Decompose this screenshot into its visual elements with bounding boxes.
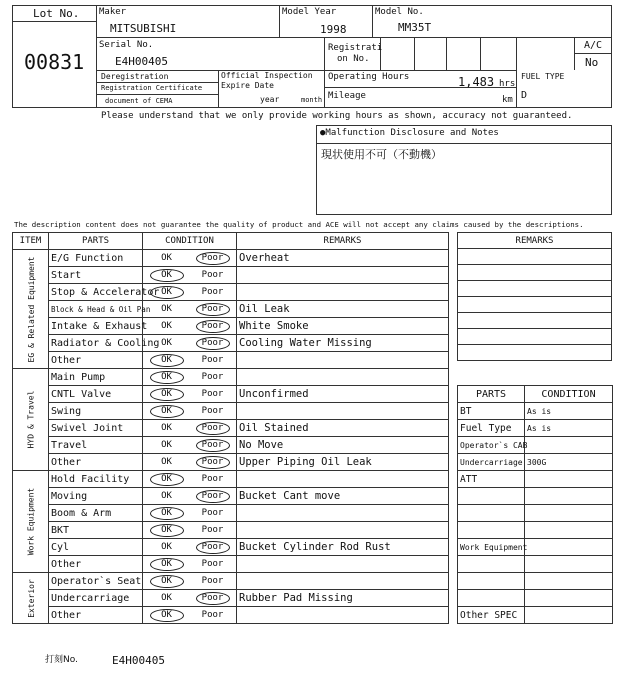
- condition-cell: [143, 386, 237, 403]
- poor-option: Poor: [196, 541, 230, 554]
- spec-blank-row: [458, 522, 613, 539]
- poor-option: Poor: [201, 609, 224, 620]
- ok-option: OK: [161, 592, 172, 603]
- remark: Overheat: [237, 250, 449, 267]
- registration-certificate-label: Registration Certificate: [101, 84, 203, 92]
- part-name: Undercarriage: [49, 590, 143, 607]
- ok-option: OK: [150, 388, 184, 401]
- part-name: Main Pump: [49, 369, 143, 386]
- condition-cell: [143, 573, 237, 590]
- operating-hours-value: 1,483: [458, 75, 495, 89]
- poor-option: Poor: [201, 473, 224, 484]
- ok-option: OK: [161, 252, 172, 263]
- fuel-type-value: D: [521, 90, 528, 101]
- ac-value: No: [585, 56, 599, 69]
- poor-option: Poor: [196, 422, 230, 435]
- condition-cell: [143, 420, 237, 437]
- remark: Cooling Water Missing: [237, 335, 449, 352]
- part-name: Stop & Accelerator: [49, 284, 143, 301]
- operating-hours-label: Operating Hours: [328, 72, 410, 82]
- spec-condition: [525, 522, 613, 539]
- part-name: Other: [49, 352, 143, 369]
- spec-blank-row: [458, 556, 613, 573]
- ok-option: OK: [161, 337, 172, 348]
- poor-option: Poor: [196, 337, 230, 350]
- spec-condition: [525, 437, 613, 454]
- condition-cell: [143, 284, 237, 301]
- model-year-label: Model Year: [282, 7, 337, 17]
- col-parts-header: PARTS: [49, 233, 143, 250]
- model-no-value: MM35T: [398, 21, 432, 34]
- condition-cell: [143, 250, 237, 267]
- malfunction-text: 現状使用不可（不動機）: [321, 148, 442, 161]
- km-unit: km: [502, 95, 513, 105]
- condition-cell: [143, 522, 237, 539]
- col-condition-header: CONDITION: [143, 233, 237, 250]
- table-row: [13, 352, 449, 369]
- condition-cell: [143, 471, 237, 488]
- ok-option: OK: [161, 456, 172, 467]
- remark: Bucket Cant move: [237, 488, 449, 505]
- ok-option: OK: [161, 439, 172, 450]
- table-row: [13, 471, 449, 488]
- registration-label-1: Registrati: [328, 43, 383, 53]
- ac-label: A/C: [584, 40, 603, 51]
- table-row: [13, 539, 449, 556]
- condition-cell: [143, 607, 237, 624]
- malfunction-title: ●Malfunction Disclosure and Notes: [320, 128, 499, 138]
- table-row: [13, 556, 449, 573]
- part-name: Block & Head & Oil Pan: [49, 301, 143, 318]
- condition-cell: [143, 556, 237, 573]
- spec-part: Other SPEC: [458, 607, 525, 624]
- table-row: [13, 267, 449, 284]
- spec-part: [458, 573, 525, 590]
- poor-option: Poor: [201, 507, 224, 518]
- remark: [237, 267, 449, 284]
- spec-condition: [525, 573, 613, 590]
- spec-part: ATT: [458, 471, 525, 488]
- serial-label: Serial No.: [99, 40, 154, 50]
- right-remarks-table: [457, 232, 612, 361]
- table-row: [13, 318, 449, 335]
- stamp-label: 打刻No.: [45, 655, 78, 665]
- year-label: year: [260, 95, 280, 104]
- other-spec-row: [458, 607, 613, 624]
- part-name: Operator`s Seat: [49, 573, 143, 590]
- part-name: Intake & Exhaust: [49, 318, 143, 335]
- part-name: Swing: [49, 403, 143, 420]
- poor-option: Poor: [201, 371, 224, 382]
- condition-cell: [143, 539, 237, 556]
- part-name: Travel: [49, 437, 143, 454]
- table-row: [13, 488, 449, 505]
- group-label-cell: [13, 471, 49, 573]
- part-name: CNTL Valve: [49, 386, 143, 403]
- table-row: [13, 607, 449, 624]
- ok-option: OK: [161, 422, 172, 433]
- spec-part: [458, 590, 525, 607]
- spec-condition: As is: [525, 420, 613, 437]
- maker-value: MITSUBISHI: [110, 22, 177, 35]
- spec-condition: As is: [525, 403, 613, 420]
- spec-condition: [525, 471, 613, 488]
- ok-option: OK: [150, 609, 184, 622]
- spec-blank-row: [458, 488, 613, 505]
- spec-part: [458, 505, 525, 522]
- part-name: Other: [49, 556, 143, 573]
- document-cema-label: document of CEMA: [105, 97, 173, 105]
- mileage-label: Mileage: [328, 91, 366, 101]
- poor-option: Poor: [196, 252, 230, 265]
- serial-value: E4H00405: [115, 55, 168, 68]
- ok-option: OK: [161, 541, 172, 552]
- remark: Upper Piping Oil Leak: [237, 454, 449, 471]
- group-label-cell: [13, 573, 49, 624]
- condition-cell: [143, 267, 237, 284]
- part-name: Other: [49, 454, 143, 471]
- remark: [237, 471, 449, 488]
- lot-label: Lot No.: [33, 7, 80, 20]
- condition-table: [12, 232, 449, 624]
- part-name: BKT: [49, 522, 143, 539]
- remark: [237, 403, 449, 420]
- part-name: Swivel Joint: [49, 420, 143, 437]
- spec-condition: [525, 488, 613, 505]
- ok-option: OK: [150, 558, 184, 571]
- hrs-unit: hrs: [499, 79, 516, 89]
- poor-option: Poor: [196, 320, 230, 333]
- att-row: [458, 471, 613, 488]
- table-row: [13, 250, 449, 267]
- condition-cell: [143, 403, 237, 420]
- ok-option: OK: [150, 575, 184, 588]
- table-row: [13, 454, 449, 471]
- table-row: [13, 386, 449, 403]
- part-name: Radiator & Cooling: [49, 335, 143, 352]
- spec-blank-row: [458, 573, 613, 590]
- registration-label-2: on No.: [337, 54, 370, 64]
- remark: Bucket Cylinder Rod Rust: [237, 539, 449, 556]
- deregistration-label: Deregistration: [101, 72, 169, 81]
- spec-row: [458, 437, 613, 454]
- spec-part: Undercarriage: [458, 454, 525, 471]
- stamp-value: E4H00405: [112, 654, 165, 667]
- table-row: [13, 403, 449, 420]
- condition-cell: [143, 590, 237, 607]
- condition-cell: [143, 335, 237, 352]
- lot-number: 00831: [24, 50, 85, 74]
- table-row: [13, 573, 449, 590]
- spec-part: [458, 556, 525, 573]
- maker-label: Maker: [99, 7, 127, 17]
- table-row: [13, 369, 449, 386]
- ok-option: OK: [150, 507, 184, 520]
- poor-option: Poor: [201, 524, 224, 535]
- col-remarks-header: REMARKS: [237, 233, 449, 250]
- remark: [237, 573, 449, 590]
- group-label-cell: [13, 369, 49, 471]
- part-name: E/G Function: [49, 250, 143, 267]
- spec-blank-row: [458, 505, 613, 522]
- remark: [237, 556, 449, 573]
- part-name: Boom & Arm: [49, 505, 143, 522]
- spec-blank-row: [458, 590, 613, 607]
- spec-condition: [525, 607, 613, 624]
- ok-option: OK: [161, 320, 172, 331]
- ok-option: OK: [161, 303, 172, 314]
- remark: Oil Stained: [237, 420, 449, 437]
- remark: White Smoke: [237, 318, 449, 335]
- spec-part: Operator`s CAB: [458, 437, 525, 454]
- remark: [237, 505, 449, 522]
- inspection-label-1: Official Inspection: [221, 71, 313, 80]
- poor-option: Poor: [201, 354, 224, 365]
- table-row: [13, 284, 449, 301]
- spec-condition-header: CONDITION: [525, 386, 613, 403]
- condition-cell: [143, 454, 237, 471]
- spec-condition: [525, 556, 613, 573]
- spec-part: [458, 522, 525, 539]
- table-row: [13, 420, 449, 437]
- spec-condition: [525, 505, 613, 522]
- model-no-label: Model No.: [375, 7, 424, 17]
- group-label: HYD & Travel: [26, 390, 36, 449]
- poor-option: Poor: [201, 405, 224, 416]
- remark: No Move: [237, 437, 449, 454]
- month-label: month: [301, 96, 323, 104]
- table-row: [13, 437, 449, 454]
- hours-note: Please understand that we only provide working hours as shown, accuracy not guaranteed.: [101, 111, 573, 121]
- poor-option: Poor: [196, 490, 230, 503]
- part-name: Hold Facility: [49, 471, 143, 488]
- poor-option: Poor: [196, 439, 230, 452]
- poor-option: Poor: [196, 456, 230, 469]
- condition-cell: [143, 352, 237, 369]
- spec-parts-header: PARTS: [458, 386, 525, 403]
- ok-option: OK: [150, 286, 184, 299]
- fuel-type-label: FUEL TYPE: [521, 72, 565, 81]
- remark: [237, 522, 449, 539]
- group-label: Work Equipment: [26, 487, 36, 556]
- spec-row: [458, 454, 613, 471]
- part-name: Cyl: [49, 539, 143, 556]
- condition-cell: [143, 488, 237, 505]
- ok-option: OK: [150, 524, 184, 537]
- spec-table: [457, 385, 613, 624]
- ok-option: OK: [161, 490, 172, 501]
- condition-cell: [143, 369, 237, 386]
- ok-option: OK: [150, 354, 184, 367]
- model-year-value: 1998: [320, 23, 347, 36]
- spec-part: [458, 488, 525, 505]
- condition-cell: [143, 301, 237, 318]
- spec-row: [458, 420, 613, 437]
- condition-cell: [143, 505, 237, 522]
- group-label: EG & Related Equipment: [26, 256, 36, 362]
- table-row: [13, 505, 449, 522]
- poor-option: Poor: [201, 269, 224, 280]
- condition-cell: [143, 437, 237, 454]
- group-label-cell: [13, 250, 49, 369]
- ok-option: OK: [150, 473, 184, 486]
- remark: [237, 369, 449, 386]
- spec-row: [458, 403, 613, 420]
- col-item-header: ITEM: [13, 233, 49, 250]
- remark: Unconfirmed: [237, 386, 449, 403]
- part-name: Start: [49, 267, 143, 284]
- poor-option: Poor: [201, 575, 224, 586]
- spec-part: Work Equipment: [458, 539, 525, 556]
- poor-option: Poor: [196, 592, 230, 605]
- work-equipment-row: [458, 539, 613, 556]
- remark: [237, 352, 449, 369]
- spec-condition: 300G: [525, 454, 613, 471]
- remark: Rubber Pad Missing: [237, 590, 449, 607]
- table-row: [13, 522, 449, 539]
- spec-part: BT: [458, 403, 525, 420]
- inspection-label-2: Expire Date: [221, 81, 274, 90]
- ok-option: OK: [150, 371, 184, 384]
- disclaimer: The description content does not guarantee the quality of product and ACE will not accept any claims caused by the descriptions.: [14, 220, 584, 229]
- group-label: Exterior: [26, 578, 36, 618]
- remark: Oil Leak: [237, 301, 449, 318]
- right-remarks-header: REMARKS: [458, 233, 612, 249]
- remark: [237, 607, 449, 624]
- poor-option: Poor: [196, 303, 230, 316]
- condition-cell: [143, 318, 237, 335]
- remark: [237, 284, 449, 301]
- poor-option: Poor: [201, 388, 224, 399]
- part-name: Moving: [49, 488, 143, 505]
- poor-option: Poor: [201, 286, 224, 297]
- spec-part: Fuel Type: [458, 420, 525, 437]
- ok-option: OK: [150, 405, 184, 418]
- table-row: [13, 301, 449, 318]
- poor-option: Poor: [201, 558, 224, 569]
- table-row: [13, 335, 449, 352]
- part-name: Other: [49, 607, 143, 624]
- malfunction-box: [316, 125, 612, 215]
- table-row: [13, 590, 449, 607]
- ok-option: OK: [150, 269, 184, 282]
- spec-condition: [525, 539, 613, 556]
- spec-condition: [525, 590, 613, 607]
